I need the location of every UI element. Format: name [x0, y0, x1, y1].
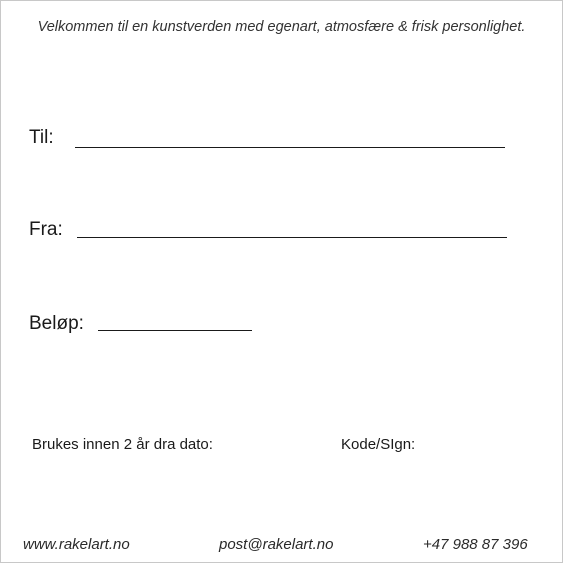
tagline: Velkommen til en kunstverden med egenart, atmosfære & frisk personlighet. — [37, 19, 526, 35]
belop-label: Beløp: — [29, 313, 84, 334]
fra-label: Fra: — [29, 219, 63, 240]
website-link[interactable]: www.rakelart.no — [23, 536, 130, 553]
code-sign-label: Kode/SIgn: — [341, 436, 416, 453]
validity-label: Brukes innen 2 år dra dato: — [32, 436, 213, 453]
til-line — [75, 147, 505, 148]
fra-line — [77, 237, 507, 238]
email-link[interactable]: post@rakelart.no — [219, 536, 334, 553]
phone-number[interactable]: +47 988 87 396 — [423, 536, 528, 553]
belop-line — [98, 330, 252, 331]
til-label: Til: — [29, 127, 54, 148]
